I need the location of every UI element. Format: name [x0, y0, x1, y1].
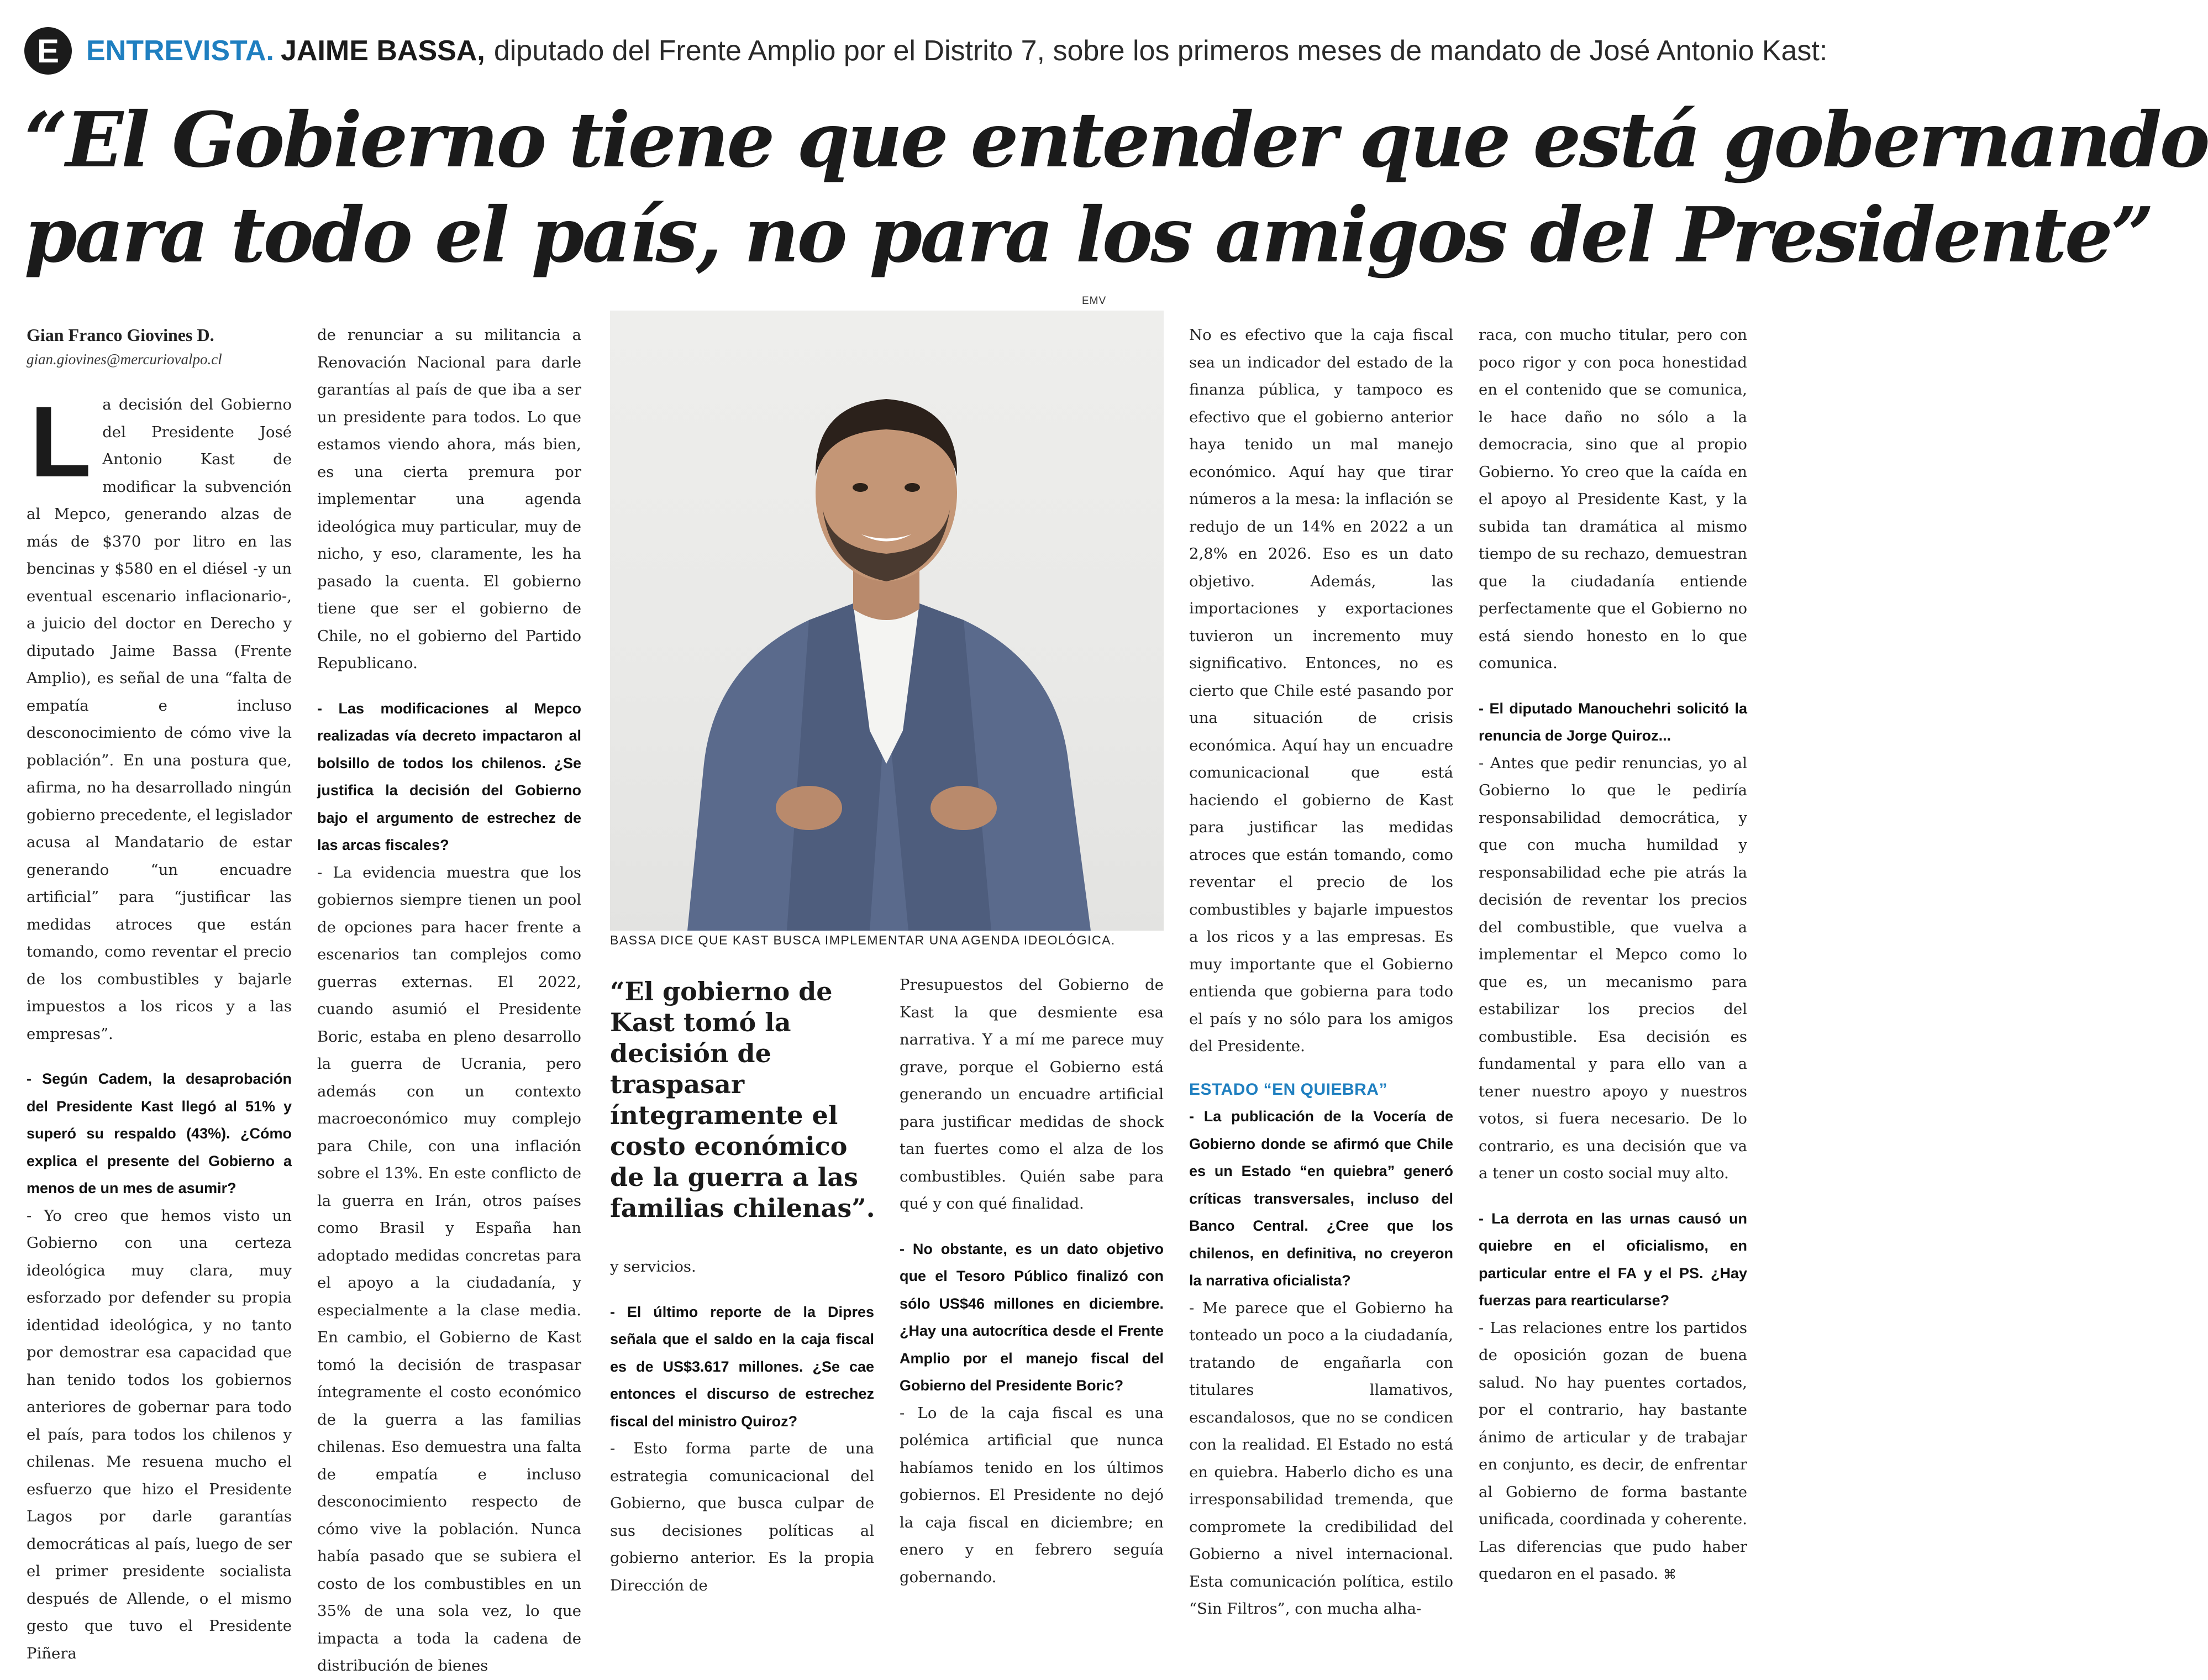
paragraph: de renunciar a su militancia a Renovación Nacional para darle garantías al país de que iba a ser un presidente para todos. Lo que estamos viendo ahora, más bien, es una cierta premura por implementar una agenda ideológica muy particular, muy de nicho, y eso, claramente, les ha pasado la cuenta. El gobierno tiene que ser el gobierno de Chile, no el gobierno del Partido Republicano. — [317, 326, 581, 672]
kicker-description: diputado del Frente Amplio por el Distrito 7, sobre los primeros meses de mandato de José Antonio Kast: — [493, 35, 1828, 67]
answer: - Lo de la caja fiscal es una polémica artificial que nunca habíamos tenido en los últimos gobiernos. El Presidente no dejó la caja fiscal en diciembre; en enero y en febrero seguía gobernando. — [900, 1404, 1164, 1586]
column-1 — [27, 322, 292, 1667]
answer: - Me parece que el Gobierno ha tonteado un poco a la ciudadanía, tratando de engañarla con titulares llamativos, escandalosos, que no se condicen con la realidad. El Estado no está en quiebra. Haberlo dicho es una irresponsabilidad tremenda, que compromete la credibilidad del Gobierno a nivel internacional. Esta comunicación política, estilo “Sin Filtros”, con mucha alha- — [1189, 1299, 1453, 1618]
answer: - La evidencia muestra que los gobiernos siempre tienen un pool de opciones para hacer frente a escenarios tan complejos como guerras externas. El 2022, cuando asumió el Presidente Boric, estaba en pleno desarrollo la guerra de Ucrania, pero además con un contexto macroeconómico muy complejo para Chile, con una inflación sobre el 13%. En este conflicto de la guerra en Irán, otros países como Brasil y España han adoptado medidas concretas para el apoyo a la ciudadanía, y especialmente a la clase media. En cambio, el Gobierno de Kast tomó la decisión de traspasar íntegramente el costo económico de la guerra a las familias chilenas. Eso demuestra una falta de empatía e incluso desconocimiento respecto de cómo vive la población. Nunca había pasado que se subiera el costo de los combustibles en un 35% de una sola vez, lo que impacta a toda la cadena de distribución de bienes — [317, 863, 581, 1674]
section-badge: E — [24, 27, 72, 75]
photo-credit: EMV — [1082, 295, 1107, 307]
lead-paragraph — [27, 385, 292, 1048]
answer-text: - Las relaciones entre los partidos de oposición gozan de buena salud. No hay puentes cortados, por el contrario, hay bastante ánimo de articular y de trabajar en conjunto, es decir, de enfrentar al Gobierno de forma bastante unificada, coordinada y coherente. Las diferencias que pudo haber quedaron en el pasado. — [1479, 1319, 1747, 1583]
column-2 — [317, 322, 581, 1680]
answer: - Esto forma parte de una estrategia comunicacional del Gobierno, que busca culpar de sus decisiones políticas al gobierno anterior. Es la propia Dirección de — [610, 1440, 874, 1594]
question: - La derrota en las urnas causó un quiebre en el oficialismo, en particular entre el FA y el PS. ¿Hay fuerzas para rearticularse? — [1479, 1210, 1747, 1309]
subhead: ESTADO “EN QUIEBRA” — [1189, 1080, 1387, 1099]
answer — [1479, 1315, 1747, 1589]
column-4 — [900, 972, 1164, 1591]
lead-text: a decisión del Gobierno del Presidente José Antonio Kast de modificar la subvención al Mepco, generando alzas de más de $370 por litro en las bencinas y $580 en el diésel -y un eventual escenario inflacionario-, a juicio del doctor en Derecho y diputado Jaime Bassa (Frente Amplio), es señal de una “falta de empatía e incluso desconocimiento de cómo vive la población”. En una postura que, afirma, no ha desarrollado ningún gobierno precedente, el legislador acusa al Mandatario de estar generando “un encuadre artificial” para “justificar las medidas atroces que están tomando, como reventar el precio de los combustibles y bajarle impuestos a los ricos y a las empresas”. — [27, 396, 292, 1043]
portrait-illustration — [610, 311, 1164, 931]
headline-line-2: para todo el país, no para los amigos del Presidente” — [24, 191, 2152, 280]
paragraph: Presupuestos del Gobierno de Kast la que desmiente esa narrativa. Y a mí me parece muy grave, porque el Gobierno está generando un encuadre artificial para justificar medidas de shock tan fuertes como el alza de los combustibles. Quién sabe para qué y con qué finalidad. — [900, 976, 1164, 1212]
paragraph: No es efectivo que la caja fiscal sea un indicador del estado de la finanza pública, y tampoco es efectivo que el gobierno anterior haya tenido un mal manejo económico. Aquí hay que tirar números a la mesa: la inflación se redujo de un 14% en 2022 a un 2,8% en 2026. Eso es un dato objetivo. Además, las importaciones y exportaciones tuvieron un incremento muy significativo. Entonces, no es cierto que Chile esté pasando por una situación de crisis económica. Aquí hay un encuadre comunicacional que está haciendo el gobierno de Kast para justificar las medidas atroces que están tomando, como reventar el precio de los combustibles y bajarle impuestos a los ricos y a las empresas. Es muy importante que el Gobierno entienda que gobierna para todo el país y no sólo para los amigos del Presidente. — [1189, 326, 1453, 1055]
column-5 — [1189, 322, 1453, 1623]
question: - No obstante, es un dato objetivo que el Tesoro Público finalizó con sólo US$46 millones en diciembre. ¿Hay una autocrítica desde el Frente Amplio por el manejo fiscal del Gobierno del Presidente Boric? — [900, 1240, 1164, 1394]
answer: - Yo creo que hemos visto un Gobierno con una certeza ideológica muy clara, muy esforzado por defender su propia identidad ideológica, y no tanto por demostrar esa capacidad que han tenido todos los gobiernos anteriores de gobernar para todo el país, para todos los chilenos y chilenas. Me resuena mucho el esfuerzo que hizo el Presidente Lagos por darle garantías democráticas al país, luego de ser el primer presidente socialista después de Allende, o el mismo gesto que tuvo el Presidente Piñera — [27, 1206, 292, 1662]
drop-cap: L — [30, 385, 92, 498]
question: - Según Cadem, la desaprobación del Presidente Kast llegó al 51% y superó su respaldo (43%). ¿Cómo explica el presente del Gobierno a menos de un mes de asumir? — [27, 1070, 292, 1196]
question: - El diputado Manouchehri solicitó la renuncia de Jorge Quiroz... — [1479, 700, 1747, 744]
column-6 — [1479, 322, 1747, 1589]
kicker — [24, 24, 1828, 77]
byline-email: gian.giovines@mercuriovalpo.cl — [27, 351, 222, 368]
kicker-name: JAIME BASSA, — [280, 35, 485, 67]
column-3 — [610, 1253, 874, 1599]
question: - La publicación de la Vocería de Gobierno donde se afirmó que Chile es un Estado “en quiebra” generó críticas transversales, incluso del Banco Central. ¿Cree que los chilenos, en definitiva, no creyeron la narrativa oficialista? — [1189, 1108, 1453, 1289]
portrait-photo — [610, 311, 1164, 931]
paragraph: raca, con mucho titular, pero con poco rigor y con poca honestidad en el contenido que se comunica, le hace daño no sólo a la democracia, sino que al propio Gobierno. Yo creo que la caída en el apoyo al Presidente Kast, y la subida tan dramática al mismo tiempo de su rechazo, demuestran que la ciudadanía entiende perfectamente que el Gobierno no está siendo honesto en lo que comunica. — [1479, 326, 1747, 672]
paragraph: y servicios. — [610, 1258, 696, 1275]
end-mark-icon: ⌘ — [1663, 1567, 1676, 1582]
kicker-section: ENTREVISTA. — [86, 35, 274, 67]
byline-author: Gian Franco Giovines D. — [27, 325, 214, 345]
headline — [24, 93, 2208, 283]
question: - El último reporte de la Dipres señala que el saldo en la caja fiscal es de US$3.617 millones. ¿Se cae entonces el discurso de estrechez fiscal del ministro Quiroz? — [610, 1303, 874, 1430]
pull-quote: “El gobierno de Kast tomó la decisión de traspasar íntegramente el costo económico de la guerra a las familias chilenas”. — [610, 977, 875, 1223]
answer: - Antes que pedir renuncias, yo al Gobierno lo que le pediría responsabilidad democrática, y que con mucha humildad y responsabilidad eche pie atrás la decisión de reventar los precios del combustible, que vuelva a implementar el Mepco como lo que es, un mecanismo para estabilizar los precios del combustible. Esa decisión es fundamental y para ello van a tener nuestro apoyo y nuestros votos, si fuera necesario. De lo contrario, es una decisión que va a tener un costo social muy alto. — [1479, 754, 1747, 1182]
headline-line-1: “El Gobierno tiene que entender que está gobernando — [24, 96, 2208, 185]
photo-caption: BASSA DICE QUE KAST BUSCA IMPLEMENTAR UNA AGENDA IDEOLÓGICA. — [610, 933, 1116, 947]
question: - Las modificaciones al Mepco realizadas vía decreto impactaron al bolsillo de todos los chilenos. ¿Se justifica la decisión del Gobierno bajo el argumento de estrechez de las arcas fiscales? — [317, 700, 581, 853]
